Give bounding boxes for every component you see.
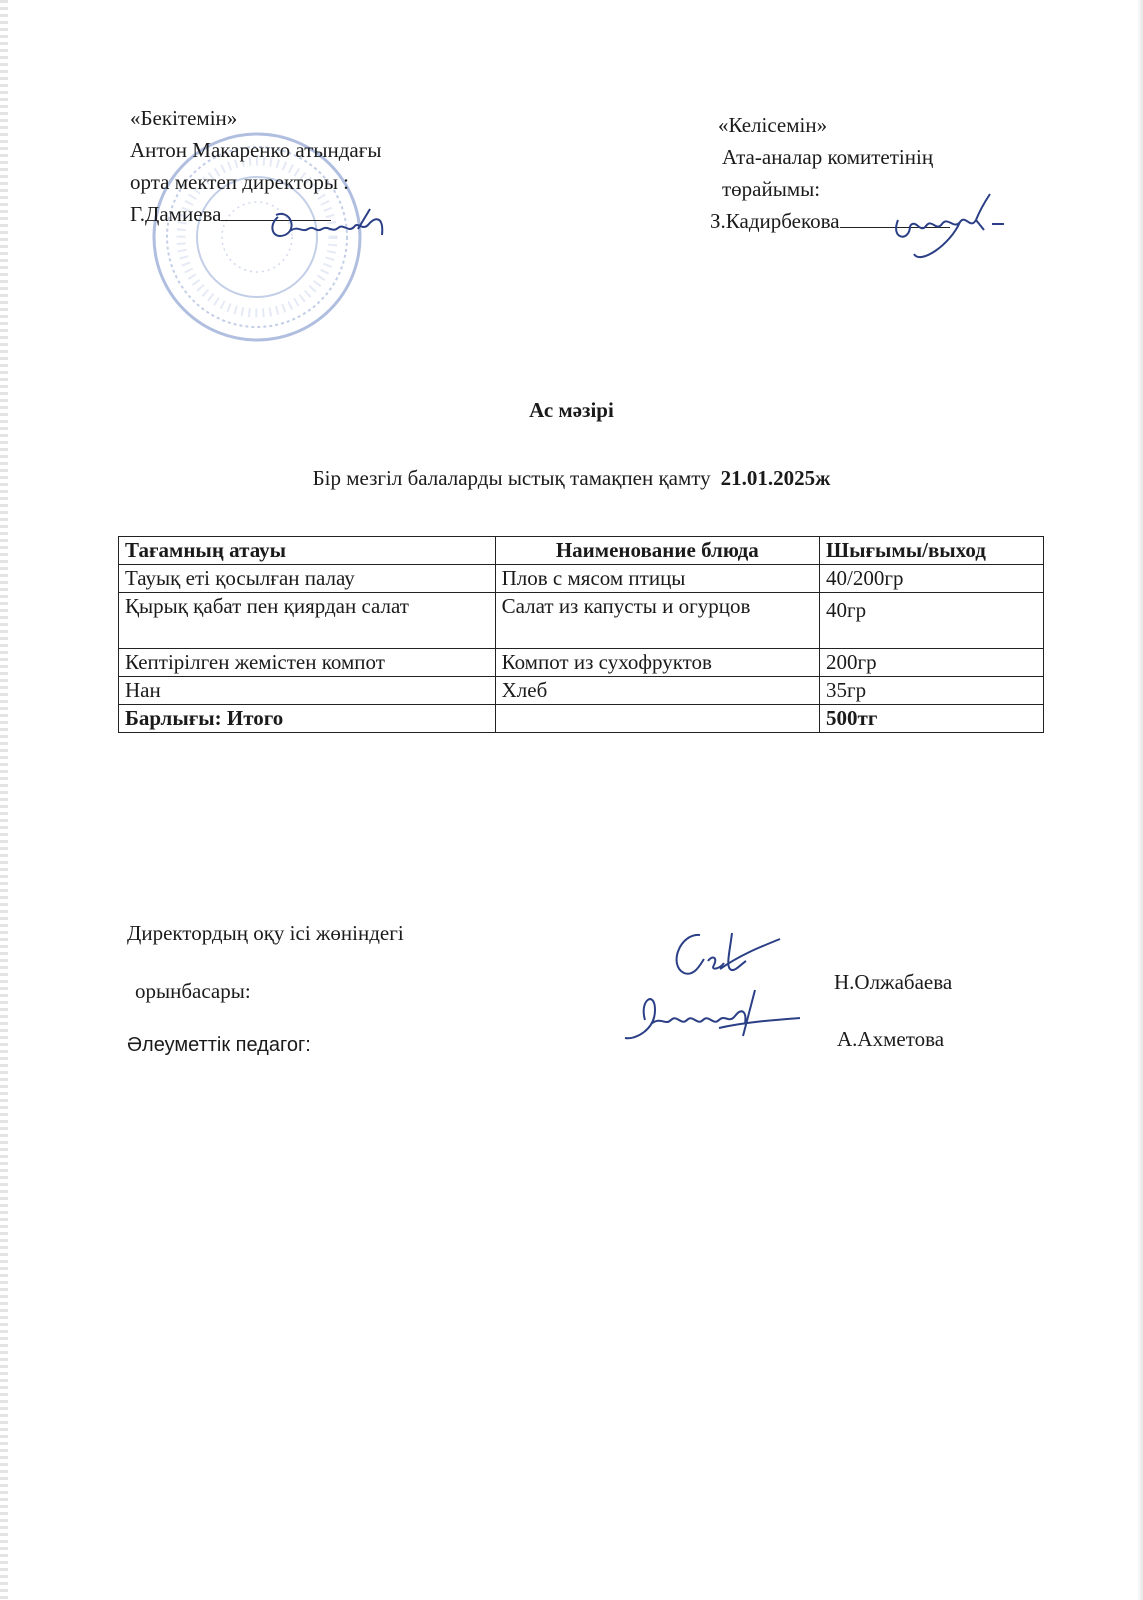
approve-heading-right: «Келісемін» (718, 113, 828, 137)
dish-kz: Нан (119, 677, 496, 705)
page-edge-left (0, 0, 8, 1600)
menu-table (118, 536, 1044, 733)
table-row (119, 649, 1044, 677)
social-pedagogue-label: Әлеуметтік педагог: (127, 1034, 311, 1056)
page-subtitle (0, 466, 1143, 491)
approve-heading-left: «Бекітемін» (130, 106, 238, 130)
committee-name: Ата-аналар комитетінің (722, 145, 934, 169)
dish-yield: 40/200гр (820, 565, 1044, 593)
dish-yield: 40гр (820, 593, 1044, 649)
dish-ru: Компот из сухофруктов (495, 649, 819, 677)
dish-ru: Плов с мясом птицы (495, 565, 819, 593)
chair-name: З.Кадирбекова (710, 209, 840, 233)
dish-yield: 200гр (820, 649, 1044, 677)
dish-ru: Салат из капусты и огурцов (495, 593, 819, 649)
director-name: Г.Дамиева (130, 202, 222, 226)
dish-ru: Хлеб (495, 677, 819, 705)
director-position: орта мектеп директоры : (130, 170, 350, 194)
total-label: Барлығы: Итого (119, 705, 496, 733)
chair-signature (880, 190, 1020, 270)
table-row (119, 565, 1044, 593)
table-row (119, 593, 1044, 649)
page-edge-right (1137, 0, 1143, 1600)
dish-kz: Қырық қабат пен қиярдан салат (119, 593, 496, 649)
table-row (119, 677, 1044, 705)
table-total-row (119, 705, 1044, 733)
dish-kz: Тауық еті қосылған палау (119, 565, 496, 593)
deputy-position-line2: орынбасары: (135, 979, 251, 1003)
header-dish-kz: Тағамның атауы (119, 537, 496, 565)
dish-kz: Кептірілген жемістен компот (119, 649, 496, 677)
social-pedagogue-signature (615, 980, 805, 1060)
menu-date: 21.01.2025ж (720, 466, 831, 490)
table-header-row (119, 537, 1044, 565)
chair-position: төрайымы: (722, 177, 821, 201)
header-yield: Шығымы/выход (820, 537, 1044, 565)
director-signature (250, 195, 400, 255)
deputy-position-line1: Директордың оқу ісі жөніндегі (127, 921, 404, 945)
page-title: Ас мәзірі (529, 398, 614, 422)
subtitle-text: Бір мезгіл балаларды ыстық тамақпен қамту (312, 466, 711, 490)
total-price: 500тг (820, 705, 1044, 733)
total-empty (495, 705, 819, 733)
school-name: Антон Макаренко атындағы (130, 138, 382, 162)
dish-yield: 35гр (820, 677, 1044, 705)
deputy-name: Н.Олжабаева (834, 970, 953, 994)
social-pedagogue-name: А.Ахметова (837, 1027, 945, 1051)
header-dish-ru: Наименование блюда (495, 537, 819, 565)
